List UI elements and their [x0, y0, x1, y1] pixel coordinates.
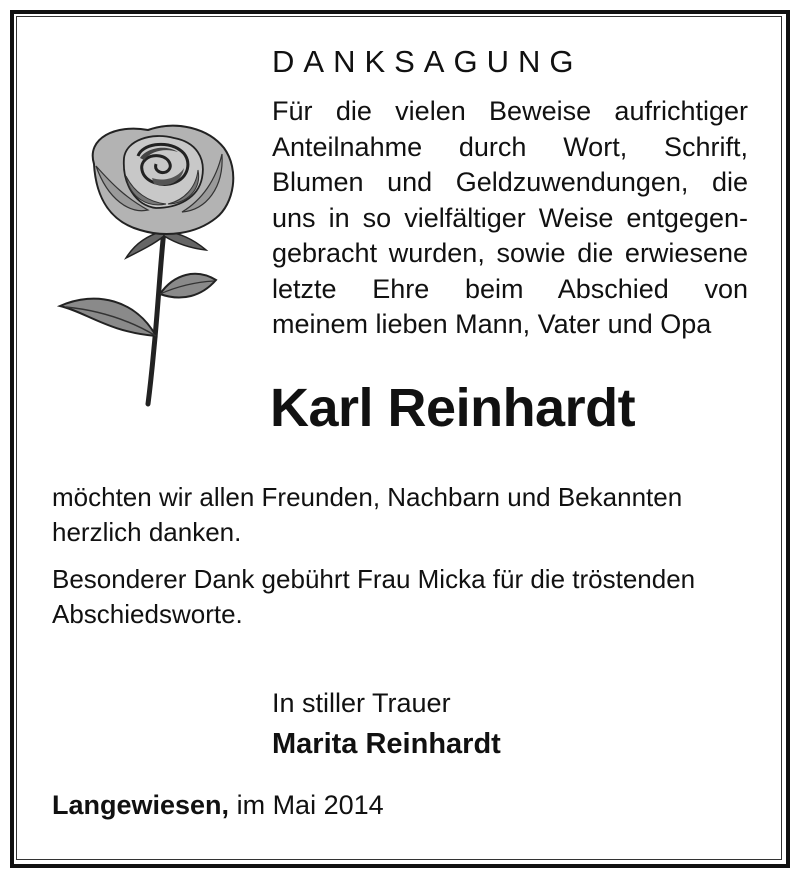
- intro-line: uns in so vielfältiger Weise entgegen-: [272, 202, 748, 233]
- intro-line: Anteilnahme durch Wort, Schrift,: [272, 131, 748, 162]
- intro-line: Blumen und Geldzuwendungen, die: [272, 167, 748, 197]
- notice-heading: DANKSAGUNG: [272, 44, 583, 79]
- place-date: [52, 788, 384, 822]
- place: Langewiesen,: [52, 790, 230, 820]
- special-thanks-text: Besonderer Dank gebührt Frau Micka für die tröstenden Abschiedsworte.: [52, 564, 696, 629]
- intro-text: [272, 94, 748, 343]
- signature-intro: In stiller Trauer: [272, 688, 451, 718]
- deceased-name: Karl Reinhardt: [270, 378, 636, 438]
- intro-line: meinem lieben Mann, Vater und Opa: [272, 309, 712, 339]
- intro-line: gebracht wurden, sowie die erwiesene: [272, 238, 748, 268]
- date: im Mai 2014: [236, 790, 384, 820]
- thanks-text: möchten wir allen Freunden, Nachbarn und Bekannten herzlich danken.: [52, 482, 683, 547]
- intro-line: letzte Ehre beim Abschied von: [272, 273, 748, 304]
- intro-line: Für die vielen Beweise aufrichtiger: [272, 96, 748, 126]
- signature-name: Marita Reinhardt: [272, 728, 501, 760]
- rose-icon: [56, 118, 246, 408]
